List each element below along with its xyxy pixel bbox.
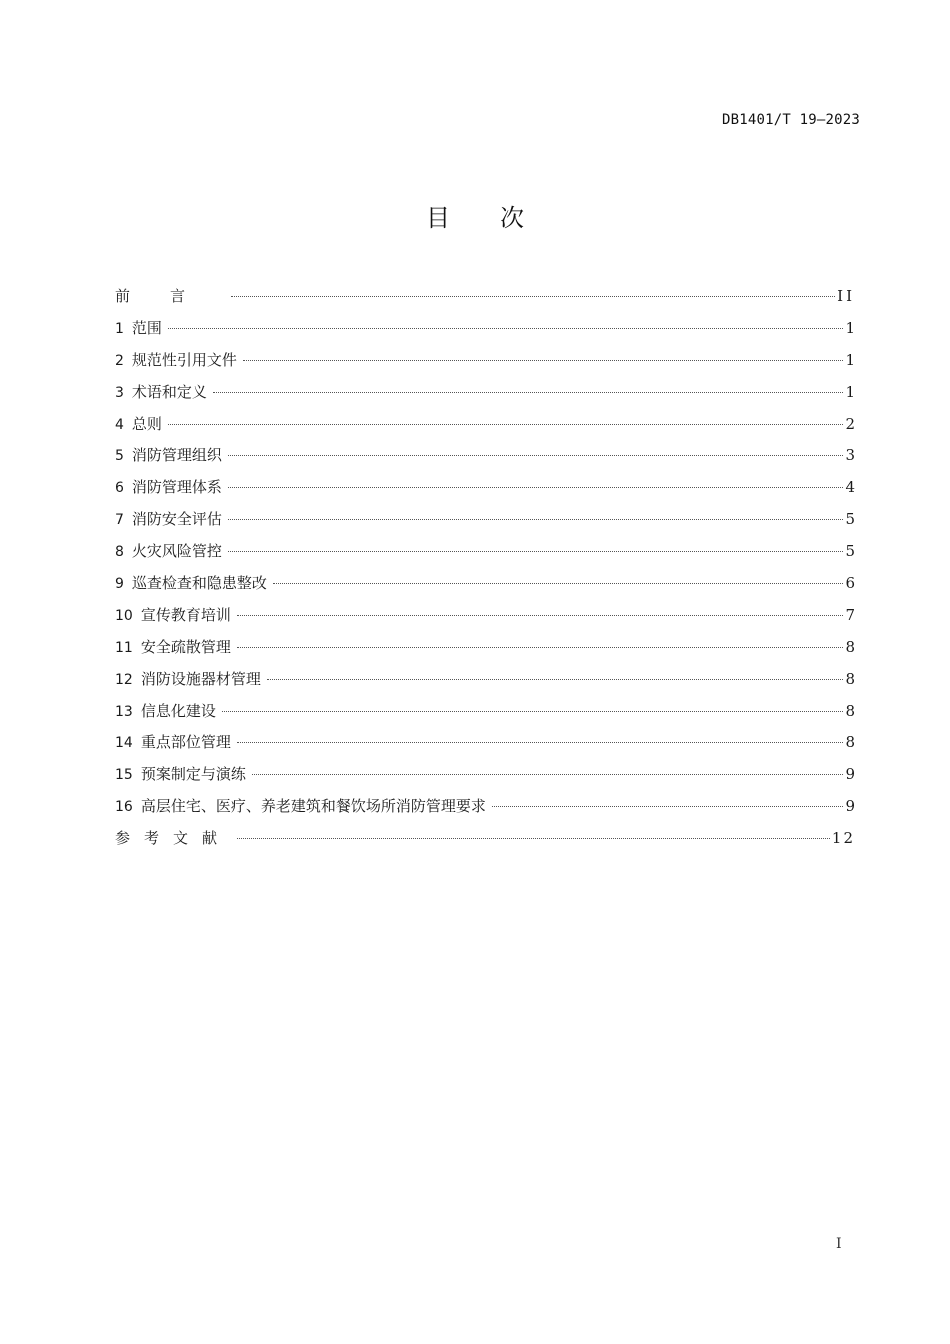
toc-entry[interactable]: [115, 759, 855, 791]
toc-entry-label: 规范性引用文件: [131, 350, 237, 369]
toc-dot-leader: [231, 296, 835, 297]
toc-list: [115, 281, 855, 855]
toc-entry-label: 消防管理组织: [131, 446, 222, 465]
toc-entry-number: 8: [115, 544, 124, 561]
toc-entry-page: 9: [845, 797, 855, 816]
toc-dot-leader: [243, 360, 844, 361]
toc-dot-leader: [237, 742, 844, 743]
toc-entry-page: II: [837, 287, 855, 305]
toc-entry-number: 13: [115, 703, 133, 720]
toc-entry-label: 前言: [115, 287, 226, 305]
toc-dot-leader: [267, 679, 844, 680]
toc-entry-page: 1: [845, 382, 855, 401]
toc-entry-number: 10: [115, 607, 133, 624]
toc-entry-number: 15: [115, 767, 133, 784]
toc-entry-page: 1: [845, 318, 855, 337]
toc-entry-number: 7: [115, 512, 124, 529]
toc-entry[interactable]: [115, 823, 855, 855]
toc-dot-leader: [237, 647, 844, 648]
toc-dot-leader: [228, 551, 844, 552]
toc-entry-page: 8: [845, 637, 855, 656]
toc-dot-leader: [228, 519, 844, 520]
toc-entry-label: 消防安全评估: [131, 510, 222, 529]
toc-entry-page: 3: [845, 446, 855, 465]
toc-dot-leader: [273, 583, 844, 584]
toc-dot-leader: [228, 455, 844, 456]
toc-entry-number: 3: [115, 384, 124, 401]
toc-entry[interactable]: [115, 345, 855, 377]
toc-title-char-1: 目: [426, 204, 450, 232]
toc-entry-number: 9: [115, 576, 124, 593]
toc-entry-number: 6: [115, 480, 124, 497]
toc-entry[interactable]: [115, 377, 855, 409]
toc-entry[interactable]: [115, 472, 855, 504]
toc-entry[interactable]: [115, 632, 855, 664]
toc-entry[interactable]: [115, 409, 855, 441]
toc-entry-label: 重点部位管理: [140, 733, 231, 752]
footer-page-number: I: [836, 1236, 842, 1252]
toc-dot-leader: [237, 838, 830, 839]
toc-title-char-2: 次: [500, 204, 524, 232]
toc-dot-leader: [168, 424, 844, 425]
toc-entry-number: 5: [115, 448, 124, 465]
toc-entry-label: 参考文献: [115, 829, 232, 848]
toc-entry-label: 安全疏散管理: [140, 637, 231, 656]
toc-entry-number: 12: [115, 671, 133, 688]
toc-entry-label: 火灾风险管控: [131, 542, 222, 561]
toc-entry-page: 5: [845, 542, 855, 561]
toc-dot-leader: [213, 392, 844, 393]
toc-entry[interactable]: [115, 504, 855, 536]
toc-dot-leader: [492, 806, 844, 807]
toc-entry-number: 1: [115, 320, 124, 337]
toc-entry[interactable]: [115, 600, 855, 632]
toc-entry-page: 8: [845, 669, 855, 688]
toc-entry-number: 11: [115, 639, 133, 656]
toc-entry[interactable]: [115, 696, 855, 728]
toc-entry-page: 1: [845, 350, 855, 369]
toc-dot-leader: [228, 487, 844, 488]
toc-entry-number: 2: [115, 352, 124, 369]
toc-dot-leader: [252, 774, 844, 775]
toc-entry-page: 6: [845, 574, 855, 593]
toc-entry[interactable]: [115, 791, 855, 823]
toc-entry-page: 2: [845, 414, 855, 433]
toc-entry-label: 宣传教育培训: [140, 605, 231, 624]
toc-entry[interactable]: [115, 664, 855, 696]
toc-dot-leader: [237, 615, 844, 616]
toc-entry-label: 消防设施器材管理: [140, 669, 261, 688]
toc-dot-leader: [168, 328, 844, 329]
toc-entry-page: 5: [845, 510, 855, 529]
toc-entry[interactable]: [115, 727, 855, 759]
toc-dot-leader: [222, 711, 844, 712]
toc-entry-label: 总则: [131, 414, 162, 433]
toc-entry-label: 信息化建设: [140, 701, 216, 720]
toc-entry-page: 7: [845, 605, 855, 624]
toc-entry-number: 14: [115, 735, 133, 752]
toc-entry[interactable]: [115, 313, 855, 345]
toc-entry[interactable]: [115, 568, 855, 600]
toc-entry-label: 高层住宅、医疗、养老建筑和餐饮场所消防管理要求: [140, 797, 486, 816]
toc-entry[interactable]: [115, 536, 855, 568]
toc-entry-label: 巡查检查和隐患整改: [131, 574, 267, 593]
toc-title: [0, 198, 950, 233]
toc-entry-number: 4: [115, 416, 124, 433]
toc-entry-label: 术语和定义: [131, 382, 207, 401]
toc-entry[interactable]: [115, 440, 855, 472]
toc-entry-page: 9: [845, 765, 855, 784]
toc-entry-label: 范围: [131, 318, 162, 337]
toc-entry[interactable]: [115, 281, 855, 313]
toc-entry-page: 12: [831, 829, 855, 848]
toc-entry-label: 预案制定与演练: [140, 765, 246, 784]
toc-entry-page: 8: [845, 701, 855, 720]
toc-entry-page: 8: [845, 733, 855, 752]
toc-entry-label: 消防管理体系: [131, 478, 222, 497]
toc-entry-number: 16: [115, 799, 133, 816]
document-code: DB1401/T 19—2023: [721, 112, 860, 128]
toc-entry-page: 4: [845, 478, 855, 497]
